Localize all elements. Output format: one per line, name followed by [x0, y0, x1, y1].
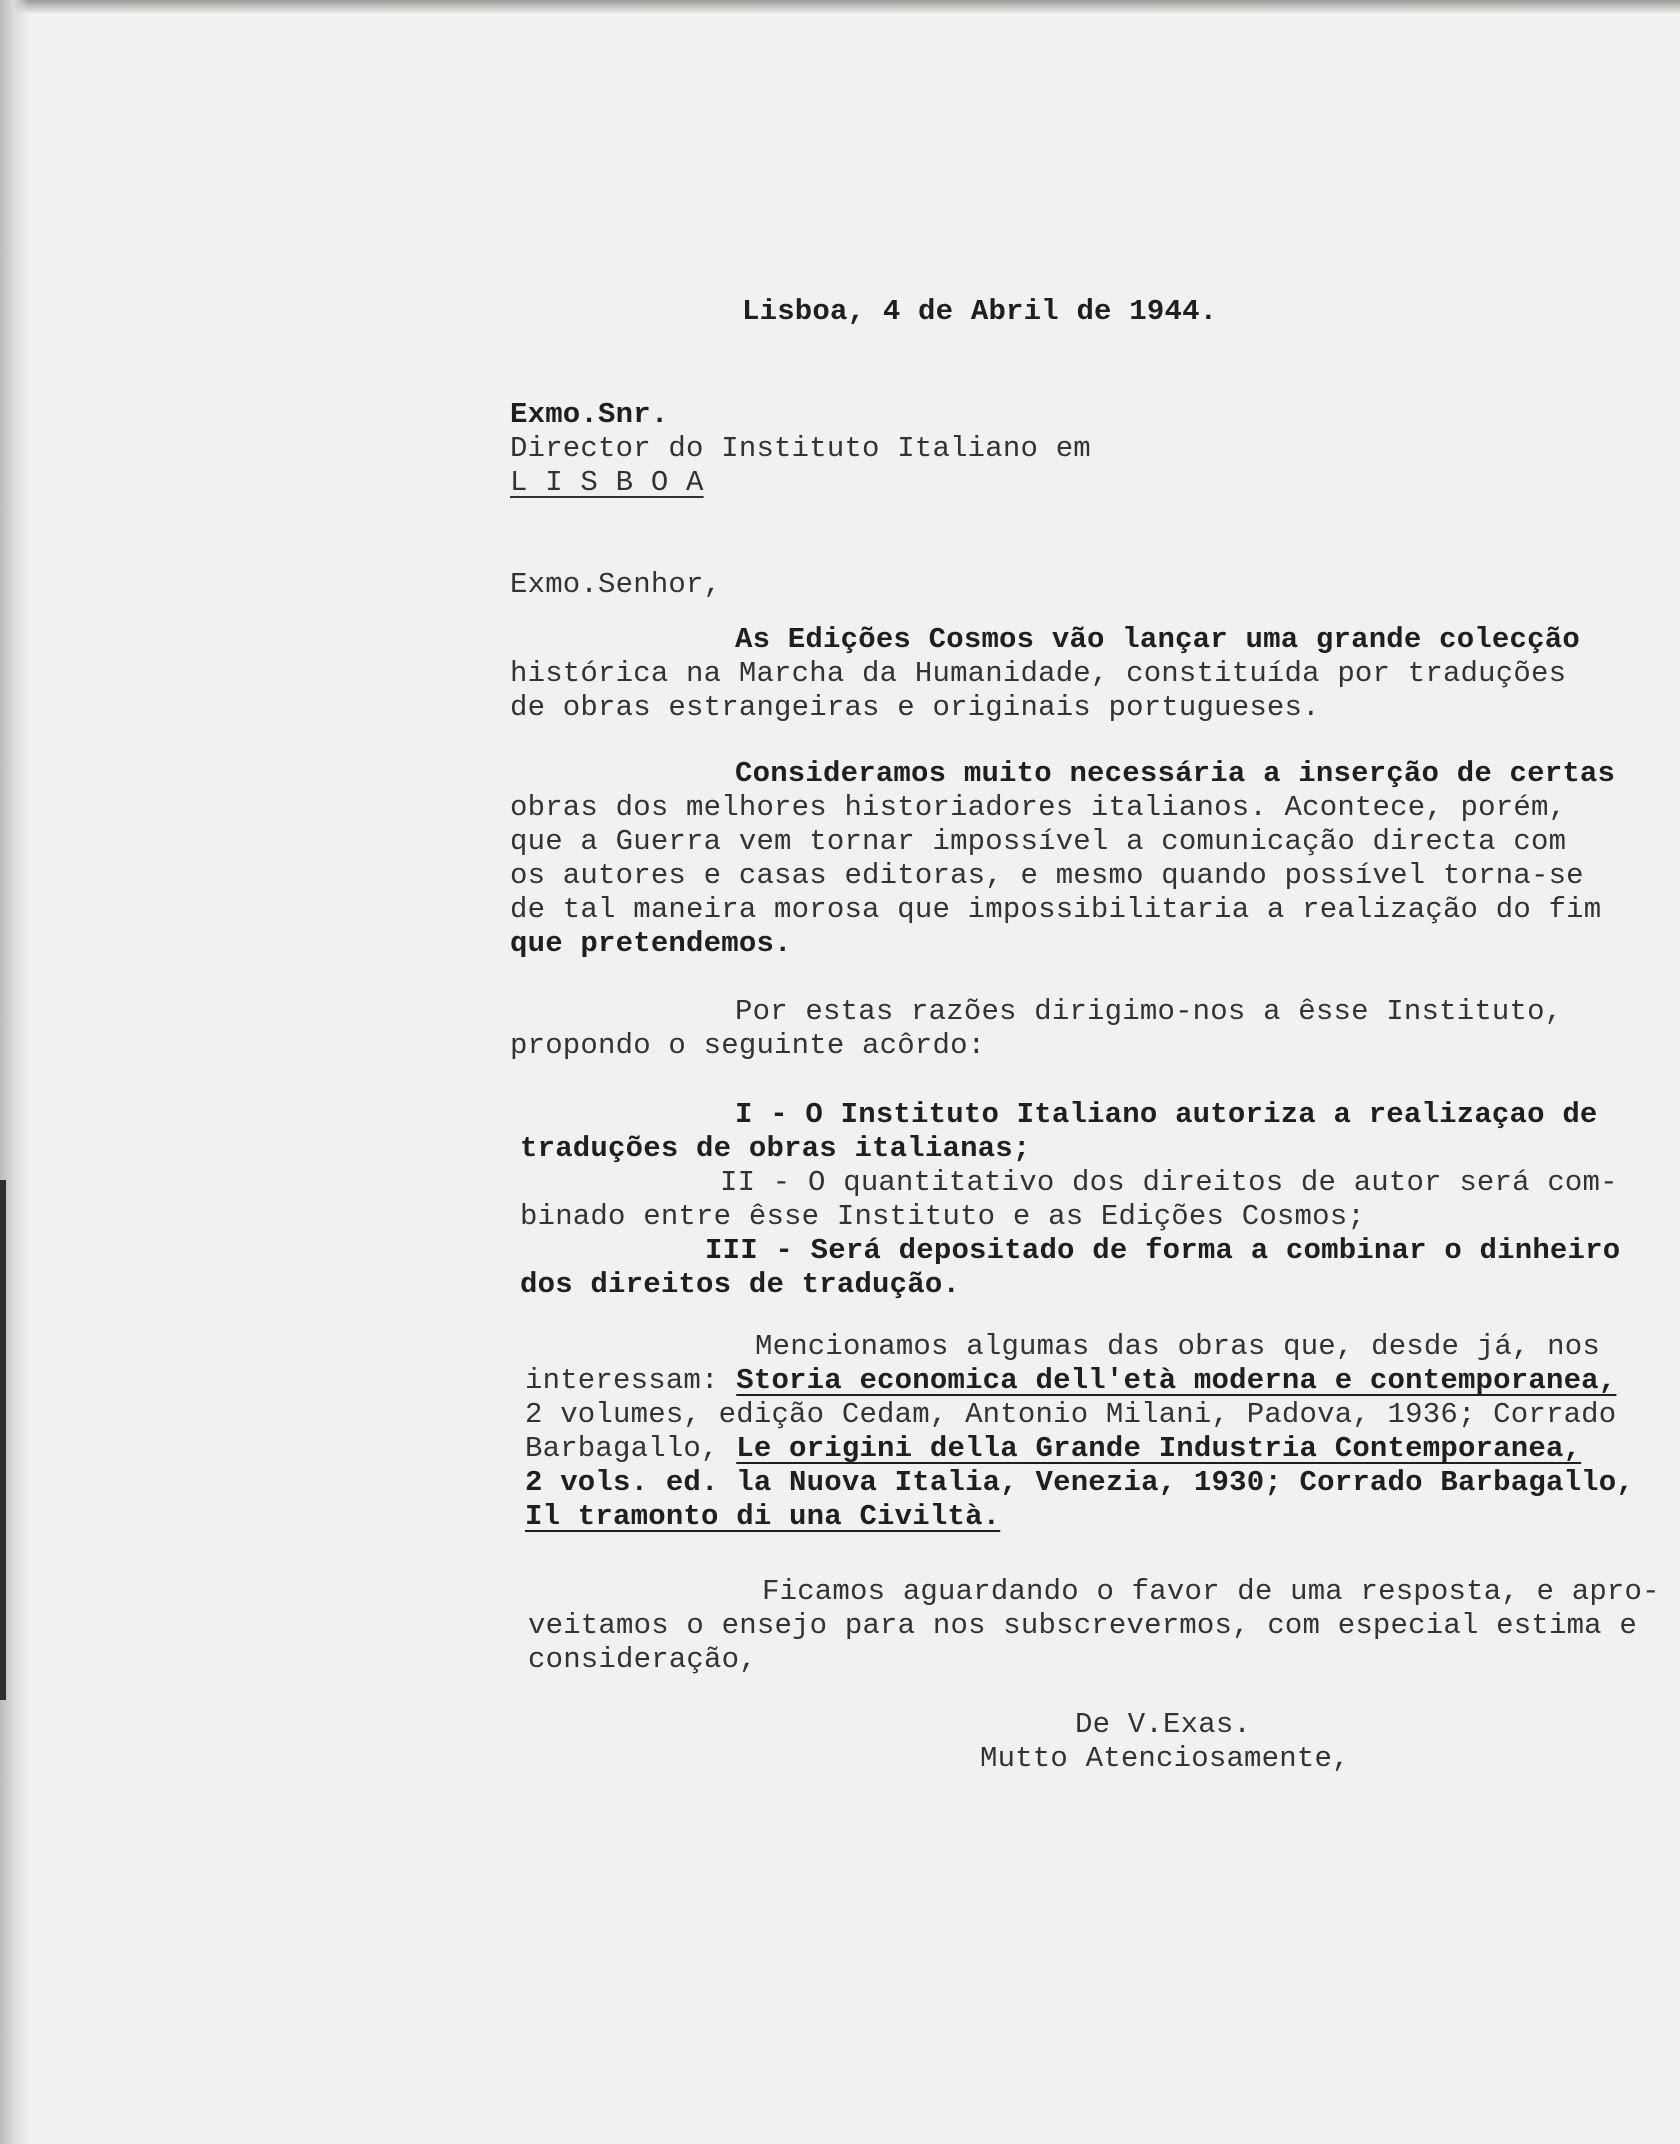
paragraph-4-line-4	[525, 1432, 1581, 1466]
paragraph-5-line-2: veitamos o ensejo para nos subscrevermos, com especial estima e	[528, 1609, 1637, 1642]
paragraph-2-line-2: obras dos melhores historiadores italianos. Acontece, porém,	[510, 791, 1567, 824]
paragraph-4-line-5: 2 vols. ed. la Nuova Italia, Venezia, 1930; Corrado Barbagallo,	[525, 1466, 1634, 1499]
paragraph-1-line-1: As Edições Cosmos vão lançar uma grande colecção	[735, 623, 1580, 656]
paragraph-4-line-3: 2 volumes, edição Cedam, Antonio Milani, Padova, 1936; Corrado	[525, 1398, 1617, 1431]
paragraph-1-line-3: de obras estrangeiras e originais portugueses.	[510, 691, 1320, 724]
paragraph-2-line-4: os autores e casas editoras, e mesmo quando possível torna-se	[510, 859, 1584, 892]
greeting: Exmo.Senhor,	[510, 568, 722, 601]
item-3-line-1: III - Será depositado de forma a combinar o dinheiro	[705, 1234, 1621, 1267]
author-barbagallo: Barbagallo,	[525, 1432, 737, 1465]
paragraph-3-line-2: propondo o seguinte acôrdo:	[510, 1029, 986, 1062]
closing-line-1: De V.Exas.	[1075, 1708, 1252, 1741]
item-1-line-1: I - O Instituto Italiano autoriza a realizaçao de	[735, 1098, 1598, 1131]
letter-date: Lisboa, 4 de Abril de 1944.	[742, 295, 1218, 328]
book-title-storia-economica: Storia economica dell'età moderna e contemporanea,	[736, 1364, 1617, 1397]
paragraph-2-line-3: que a Guerra vem tornar impossível a comunicação directa com	[510, 825, 1567, 858]
scan-binding-shadow	[0, 1180, 6, 1700]
paragraph-1-line-2: histórica na Marcha da Humanidade, constituída por traduções	[510, 657, 1567, 690]
recipient-city: L I S B O A	[510, 466, 704, 499]
recipient-salutation: Exmo.Snr.	[510, 398, 669, 431]
paragraph-5-line-1: Ficamos aguardando o favor de uma resposta, e apro-	[762, 1575, 1660, 1608]
item-2-line-1: II - O quantitativo dos direitos de autor será com-	[720, 1166, 1618, 1199]
book-title-origini-grande-industria: Le origini della Grande Industria Contemporanea,	[736, 1432, 1582, 1465]
paragraph-2-line-6: que pretendemos.	[510, 927, 792, 960]
closing-line-2: Mutto Atenciosamente,	[980, 1742, 1350, 1775]
book-title-tramonto-civilta: Il tramonto di una Civiltà.	[525, 1500, 1001, 1533]
item-3-line-2: dos direitos de tradução.	[520, 1268, 961, 1301]
item-2-line-2: binado entre êsse Instituto e as Edições Cosmos;	[520, 1200, 1365, 1233]
paragraph-5-line-3: consideração,	[528, 1643, 757, 1676]
paragraph-2-line-1: Consideramos muito necessária a inserção de certas	[735, 757, 1616, 790]
item-1-line-2: traduções de obras italianas;	[520, 1132, 1031, 1165]
scan-edge-top	[0, 0, 1680, 14]
paragraph-4-line-1: Mencionamos algumas das obras que, desde já, nos	[755, 1330, 1600, 1363]
paragraph-4-line-2	[525, 1364, 1616, 1398]
recipient-title: Director do Instituto Italiano em	[510, 432, 1091, 465]
scan-edge-left	[0, 0, 30, 2144]
paragraph-4-intro: interessam:	[525, 1364, 737, 1397]
paragraph-3-line-1: Por estas razões dirigimo-nos a êsse Instituto,	[735, 995, 1563, 1028]
paragraph-2-line-5: de tal maneira morosa que impossibilitaria a realização do fim	[510, 893, 1602, 926]
